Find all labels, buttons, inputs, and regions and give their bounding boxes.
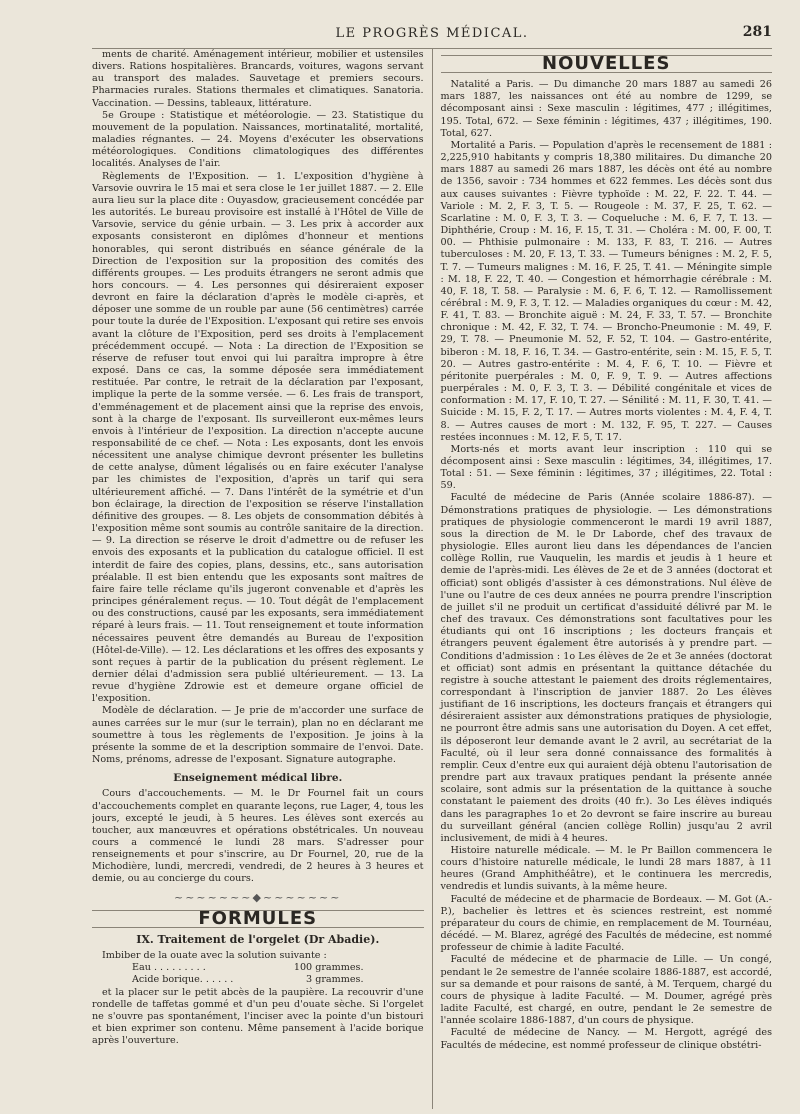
paragraph: Morts-nés et morts avant leur inscription : 110 qui se décomposent ainsi : Sexe masculin : légitimes, 34, illégitimes, 17. Total : 51. — Sexe féminin : légitimes, 37 ; illégitimes, 22. Total : 59. <box>440 443 772 492</box>
paragraph: Histoire naturelle médicale. — M. le Pr Baillon commencera le cours d'histoire naturelle médicale, le lundi 28 mars 1887, à 11 heures (Grand Amphithéâtre), et le continuera les mercredis, vendredis et lundis suivants, à la même heure. <box>440 845 772 893</box>
formula-heading: IX. Traitement de l'orgelet (Dr Abadie). <box>136 932 380 946</box>
section-title-nouvelles: NOUVELLES <box>441 55 773 73</box>
paragraph: 5e Groupe : Statistique et météorologie. — 23. Statistique du mouvement de la population. Naissances, mortinatalité, mortalité, maladies régnantes. — 24. Moyens d'exécuter les observations météorologiques. Conditions climatologiques des différentes localités. Analyses de l'air. <box>92 109 424 170</box>
paragraph: ments de charité. Aménagement intérieur, mobilier et ustensiles divers. Rations hospitalières. Brancards, voitures, wagons servant au transport des malades. Sauvetage et premiers secours. Pharmacies rurales. Stations thermales et climatiques. Sanatoria. Vaccination. — Dessins, tableaux, littérature. <box>92 49 424 109</box>
ingredient-qty: 3 grammes. <box>306 974 364 986</box>
ingredient-name: Acide borique. . . . . . <box>132 974 234 986</box>
right-column <box>432 49 773 1109</box>
paragraph: Cours d'accouchements. — M. le Dr Fournel fait un cours d'accouchements complet en quarante leçons, rue Lager, 4, tous les jours, excepté le jeudi, à 5 heures. Les élèves sont exercés au toucher, aux manœuvres et opérations obstétricales. Un nouveau cours a commencé le lundi 28 mars. S'adresser pour renseignements et pour s'inscrire, au Dr Fournel, 20, rue de la Michodière, lundi, mercredi, vendredi, de 2 heures à 3 heures et demie, ou au concierge du cours. <box>92 788 424 885</box>
paragraph: Faculté de médecine de Paris (Année scolaire 1886-87). — Démonstrations pratiques de physiologie. — Les démonstrations pratiques de physiologie commenceront le mardi 19 avril 1887, sous la direction de M. le Dr Laborde, chef des travaux de physiologie. Elles auront lieu dans les dépendances de l'ancien collège Rollin, rue Vauquelin, les mardis et jeudis à 1 heure et demie de l'après-midi. Les élèves de 2e et de 3 années (doctorat et officiat) sont obligés d'assister à ces démonstrations. Nul élève de l'une ou l'autre de ces deux années ne pourra prendre l'inscription de juillet s'il ne produit un certificat d'assiduité délivré par M. le chef des travaux. Ces démonstrations sont facultatives pour les étudiants qui ont 16 inscriptions ; les docteurs français et étrangers peuvent également être autorisés à y prendre part. — Conditions d'admission : 1o Les élèves de 2e et 3e années (doctorat et officiat) sont admis en présentant la quittance détachée du registre à souche attestant le paiement des droits réglementaires, correspondant à l'inscription de janvier 1887. 2o Les élèves justifiant de 16 inscriptions, les docteurs français et étrangers qui désireraient assister aux démonstrations pratiques de physiologie, ne pourront être admis sans une autorisation du Doyen. A cet effet, ils déposeront leur demande avant le 2 avril, au secrétariat de la Faculté, où il leur sera donné connaissance des formalités à remplir. Ceux d'entre eux qui auraient déjà obtenu l'autorisation de prendre part aux travaux pratiques pendant la présente année scolaire, sont admis sur la présentation de la quittance à souche constatant le paiement des droits (40 fr.). 3o Les élèves indiqués dans les paragraphes 1o et 2o devront se faire inscrire au bureau du surveillant général (ancien collège Rollin) jusqu'au 2 avril inclusivement, de midi à 4 heures. <box>440 492 772 844</box>
paragraph: Natalité a Paris. — Du dimanche 20 mars 1887 au samedi 26 mars 1887, les naissances ont été au nombre de 1299, se décomposant ainsi : Sexe masculin : légitimes, 477 ; illégitimes, 195. Total, 672. — Sexe féminin : légitimes, 437 ; illégitimes, 190. Total, 627. <box>440 79 772 139</box>
paragraph: Règlements de l'Exposition. — 1. L'exposition d'hygiène à Varsovie ouvrira le 15 mai et sera close le 1er juillet 1887. — 2. Elle aura lieu sur la place dite : Ouyasdow, gracieusement concédée par les autorités. Le bureau provisoire est installé à l'Hôtel de Ville de Varsovie, service du génie urbain. — 3. Les prix à accorder aux exposants consisteront en diplômes d'honneur et mentions honorables, qui seront distribués en séance générale de la Direction de l'exposition sur la proposition des comités des différents groupes. — Les produits étrangers ne seront admis que hors concours. — 4. Les personnes qui désireraient exposer devront en faire la déclaration d'après le modèle ci-après, et déposer une somme de un rouble par aune (56 centimètres) carrée pour toute la durée de l'Exposition. L'exposant qui retire ses envois avant la clôture de l'Exposition, perd ses droits à l'emplacement précédemment occupé. — Nota : La direction de l'Exposition se réserve de refuser tout envoi qui lui paraîtra impropre à être exposé. Dans ce cas, la somme déposée sera immédiatement restituée. Par contre, le retrait de la déclaration par l'exposant, implique la perte de la somme versée. — 6. Les frais de transport, d'emménagement et de placement ainsi que la reprise des envois, sont à la charge de l'exposant. Ils surveilleront eux-mêmes leurs envois à l'intérieur de l'exposition. La direction n'accepte aucune responsabilité de ce chef. — Nota : Les exposants, dont les envois nécessitent une analyse chimique devront présenter les bulletins de cette analyse, dûment légalisés ou en faire exécuter l'analyse par les chimistes de l'exposition, d'après un tarif qui sera ultérieurement affiché. — 7. Dans l'intérêt de la symétrie et d'un bon éclairage, la direction de l'exposition se réserve l'installation définitive des groupes. — 8. Les objets de consommation débités à l'exposition même sont soumis au contrôle sanitaire de la direction. — 9. La direction se réserve le droit d'admettre ou de refuser les envois des exposants et la publication du catalogue officiel. Il est interdit de faire des copies, plans, dessins, etc., sans autorisation préalable. Il est bien entendu que les exposants sont maîtres de faire faire telle réclame qu'ils jugeront convenable et d'après les principes généralement reçus. — 10. Tout dégât de l'emplacement ou des constructions, causé par les exposants, sera immédiatement réparé à leurs frais. — 11. Tout renseignement et toute information nécessaires peuvent être demandés au Bureau de l'exposition (Hôtel-de-Ville). — 12. Les déclarations et les offres des exposants y sont reçues à partir de la publication du présent règlement. Le dernier délai d'admission sera publié ultérieurement. — 13. La revue d'hygiène Zdrowie est et demeure organe officiel de l'exposition. <box>92 170 424 705</box>
two-column-body <box>92 49 772 1109</box>
paragraph: Faculté de médecine et de pharmacie de Bordeaux. — M. Got (A.-P.), bachelier ès lettres et ès sciences restreint, est nommé préparateur du cours de chimie, en remplacement de M. Tournéau, décédé. — M. Blarez, agrégé des Facultés de médecine, est nommé professeur de chimie à ladite Faculté. <box>440 893 772 954</box>
ingredient-qty: 100 grammes. <box>293 962 364 974</box>
paragraph: Mortalité a Paris. — Population d'après le recensement de 1881 : 2,225,910 habitants y compris 18,380 militaires. Du dimanche 20 mars 1887 au samedi 26 mars 1887, les décès ont été au nombre de 1356, savoir : 734 hommes et 622 femmes. Les décès sont dus aux causes suivantes : Fièvre typhoïde : M. 22, F. 22. T. 44. — Variole : M. 2, F. 3, T. 5. — Rougeole : M. 37, F. 25, T. 62. — Scarlatine : M. 0, F. 3, T. 3. — Coqueluche : M. 6, F. 7, T. 13. — Diphthérie, Croup : M. 16, F. 15, T. 31. — Choléra : M. 00, F. 00, T. 00. — Phthisie pulmonaire : M. 133, F. 83, T. 216. — Autres tuberculoses : M. 20, F. 13, T. 33. — Tumeurs bénignes : M. 2, F. 5, T. 7. — Tumeurs malignes : M. 16, F. 25, T. 41. — Méningite simple : M. 18, F. 22, T. 40. — Congestion et hémorrhagie cérébrale : M. 40, F. 18, T. 58. — Paralysie : M. 6, F. 6, T. 12. — Ramollissement cérébral : M. 9, F. 3, T. 12. — Maladies organiques du cœur : M. 42, F. 41, T. 83. — Bronchite aiguë : M. 24, F. 33, T. 57. — Bronchite chronique : M. 42, F. 32, T. 74. — Broncho-Pneumonie : M. 49, F. 29, T. 78. — Pneumonie M. 52, F. 52, T. 104. — Gastro-entérite, biberon : M. 18, F. 16, T. 34. — Gastro-entérite, sein : M. 15, F. 5, T. 20. — Autres gastro-entérite : M. 4, F. 6, T. 10. — Fièvre et péritonite puerpérales : M. 0, F. 9, T. 9. — Autres affections puerpérales : M. 0, F. 3, T. 3. — Débilité congénitale et vices de conformation : M. 17, F. 10, T. 27. — Sénilité : M. 11, F. 30, T. 41. — Suicide : M. 15, F. 2, T. 17. — Autres morts violentes : M. 4, F. 4, T. 8. — Autres causes de mort : M. 132, F. 95, T. 227. — Causes restées inconnues : M. 12, F. 5, T. 17. <box>440 139 772 443</box>
ingredient-row <box>92 974 424 986</box>
ingredient-row <box>92 962 424 974</box>
paragraph: Faculté de médecine et de pharmacie de Lille. — Un congé, pendant le 2e semestre de l'année scolaire 1886-1887, est accordé, sur sa demande et pour raisons de santé, à M. Terquem, chargé du cours de physique à ladite Faculté. — M. Doumer, agrégé près ladite Faculté, est chargé, en outre, pendant le 2e semestre de l'année scolaire 1886-1887, d'un cours de physique. <box>440 954 772 1027</box>
ornament-divider: ~~~~~~~◆~~~~~~~ <box>174 890 342 904</box>
paragraph: et la placer sur le petit abcès de la paupière. La recouvrir d'une rondelle de taffetas gommé et d'un peu d'ouate sèche. Si l'orgelet ne s'ouvre pas spontanément, l'inciser avec la pointe d'un bistouri et bien exprimer son contenu. Même pansement à l'acide borique après l'ouverture. <box>92 986 424 1047</box>
running-title: LE PROGRÈS MÉDICAL. <box>335 26 529 41</box>
left-column <box>92 49 432 1109</box>
section-heading: Enseignement médical libre. <box>173 772 343 785</box>
page-number: 281 <box>742 24 772 40</box>
paragraph: Imbiber de la ouate avec la solution suivante : <box>102 950 327 962</box>
page-header <box>92 14 772 49</box>
ingredient-name: Eau . . . . . . . . . <box>132 962 206 974</box>
section-title-formules: FORMULES <box>92 910 424 928</box>
paragraph: Modèle de déclaration. — Je prie de m'accorder une surface de aunes carrées sur le mur (sur le terrain), plan no en déclarant me soumettre à tous les règlements de l'exposition. Je joins à la présente la somme de et la description sommaire de l'envoi. Date. Noms, prénoms, adresse de l'exposant. Signature autographe. <box>92 705 424 766</box>
paragraph: Faculté de médecine de Nancy. — M. Hergott, agrégé des Facultés de médecine, est nommé professeur de clinique obstétri- <box>440 1027 772 1051</box>
